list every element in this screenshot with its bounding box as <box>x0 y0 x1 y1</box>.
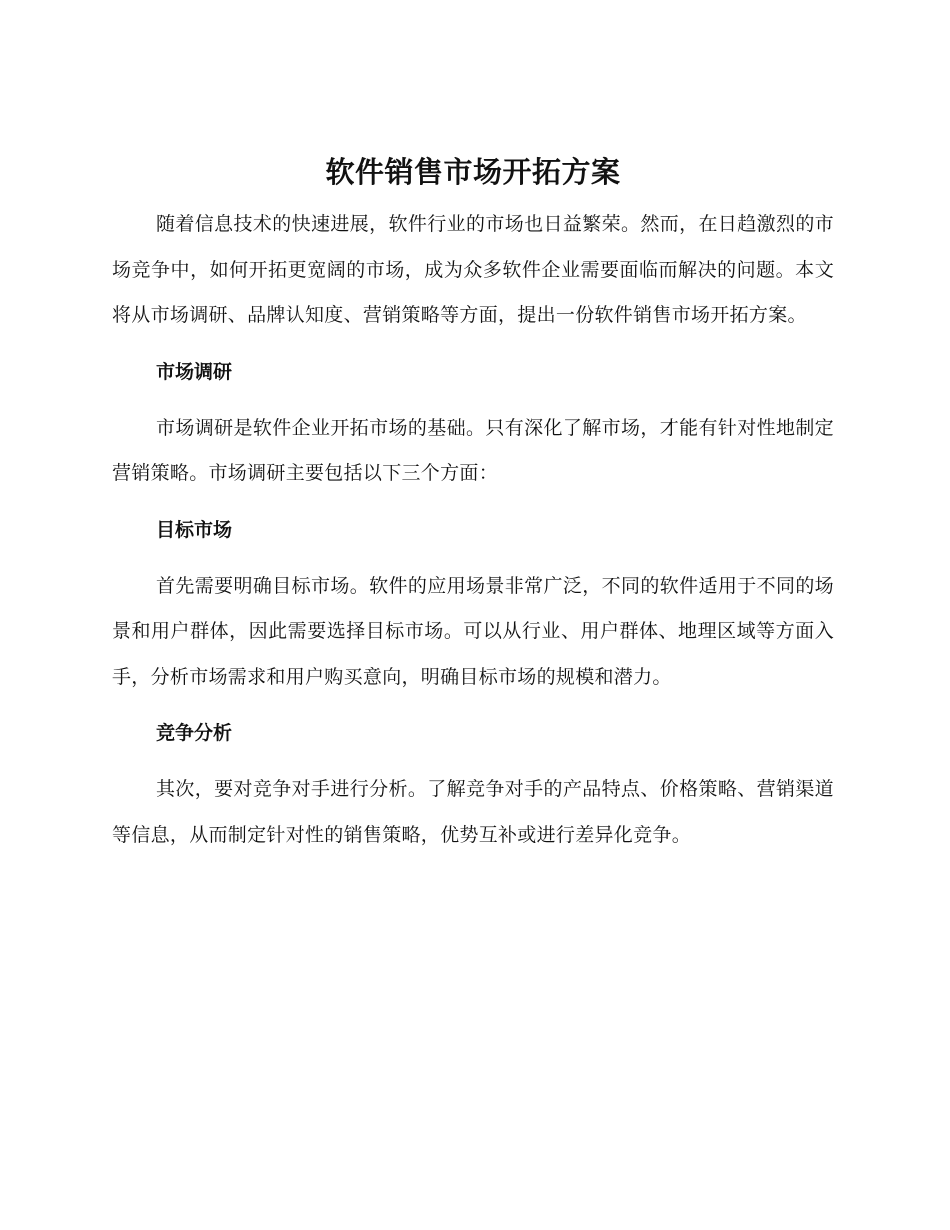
section-body-market-research: 市场调研是软件企业开拓市场的基础。只有深化了解市场，才能有针对性地制定营销策略。市场调研主要包括以下三个方面： <box>112 416 834 484</box>
section-heading-competition-analysis: 竞争分析 <box>156 722 233 744</box>
section-body-target-market: 首先需要明确目标市场。软件的应用场景非常广泛，不同的软件适用于不同的场景和用户群体，因此需要选择目标市场。可以从行业、用户群体、地理区域等方面入手，分析市场需求和用户购买意向，明确目标市场的规模和潜力。 <box>112 574 834 688</box>
section-heading-target-market: 目标市场 <box>156 518 233 541</box>
section-heading-market-research: 市场调研 <box>156 360 233 383</box>
intro-paragraph: 随着信息技术的快速进展，软件行业的市场也日益繁荣。然而，在日趋激烈的市场竞争中，如何开拓更宽阔的市场，成为众多软件企业需要面临而解决的问题。本文将从市场调研、品牌认知度、营销策略等方面，提出一份软件销售市场开拓方案。 <box>112 213 834 326</box>
document-title: 软件销售市场开拓方案 <box>325 155 621 189</box>
section-body-competition-analysis: 其次，要对竞争对手进行分析。了解竞争对手的产品特点、价格策略、营销渠道等信息，从而制定针对性的销售策略，优势互补或进行差异化竞争。 <box>112 778 834 846</box>
document-page <box>112 150 834 858</box>
